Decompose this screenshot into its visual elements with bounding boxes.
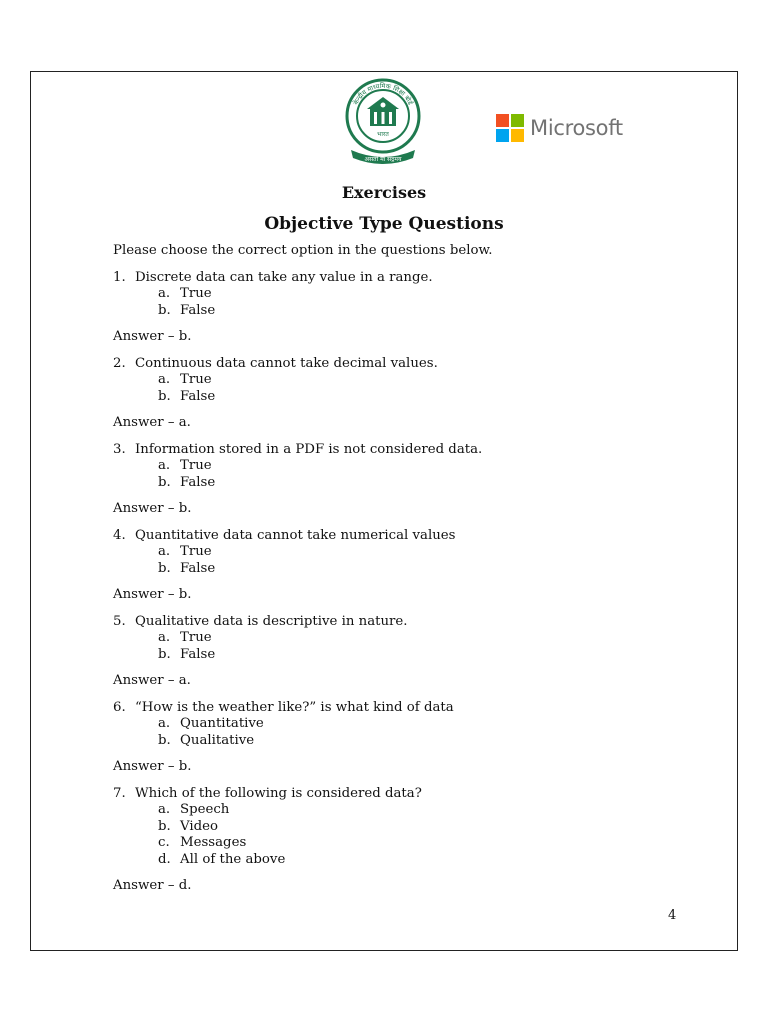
question-6 (113, 700, 713, 776)
option-item (113, 372, 713, 389)
option-letter: b. (158, 818, 171, 834)
option-item (113, 647, 713, 664)
question-text: Information stored in a PDF is not considered data. (135, 441, 483, 457)
option-item (113, 852, 713, 869)
question-text: “How is the weather like?” is what kind of data (135, 699, 454, 715)
option-text: Video (180, 818, 219, 834)
option-item (113, 802, 713, 819)
svg-text:केन्द्रीय माध्यमिक शिक्षा बोर्: केन्द्रीय माध्यमिक शिक्षा बोर्ड (351, 81, 415, 107)
answer-text: Answer – a. (113, 673, 191, 688)
option-item (113, 716, 713, 733)
option-text: False (180, 388, 216, 404)
option-list (113, 630, 713, 663)
question-text: Quantitative data cannot take numerical values (135, 527, 456, 543)
question-number: 2. (113, 355, 126, 371)
option-text: True (180, 372, 212, 387)
option-item (113, 819, 713, 836)
option-text: All of the above (180, 851, 286, 867)
option-item (113, 303, 713, 320)
option-letter: a. (158, 544, 171, 559)
question-line (113, 614, 713, 631)
answer-text: Answer – b. (113, 501, 192, 516)
option-text: Qualitative (180, 732, 255, 748)
option-text: False (180, 474, 216, 490)
option-letter: a. (158, 630, 171, 645)
option-text: Messages (180, 835, 247, 850)
option-letter: a. (158, 716, 171, 731)
option-letter: a. (158, 286, 171, 301)
option-list (113, 544, 713, 577)
option-text: False (180, 560, 216, 576)
question-text: Which of the following is considered data? (135, 785, 422, 801)
question-line (113, 442, 713, 459)
page-number: 4 (668, 908, 677, 923)
exercise-content (113, 243, 713, 905)
question-list (113, 270, 713, 895)
option-list (113, 286, 713, 319)
option-item (113, 630, 713, 647)
option-text: True (180, 286, 212, 301)
page-subtitle: Objective Type Questions (264, 214, 504, 234)
question-line (113, 270, 713, 287)
answer-text: Answer – b. (113, 587, 192, 602)
question-1 (113, 270, 713, 346)
option-list (113, 458, 713, 491)
svg-text:भारत: भारत (377, 131, 389, 138)
option-text: False (180, 646, 216, 662)
option-letter: b. (158, 302, 171, 318)
answer-text: Answer – a. (113, 415, 191, 430)
question-4 (113, 528, 713, 604)
option-letter: d. (158, 851, 171, 867)
option-letter: b. (158, 732, 171, 748)
option-text: True (180, 630, 212, 645)
option-list (113, 802, 713, 868)
option-item (113, 475, 713, 492)
option-letter: b. (158, 388, 171, 404)
question-number: 6. (113, 699, 126, 715)
question-text: Qualitative data is descriptive in nature. (135, 613, 408, 629)
question-2 (113, 356, 713, 432)
question-number: 1. (113, 269, 126, 285)
option-item (113, 561, 713, 578)
question-7 (113, 786, 713, 895)
option-letter: a. (158, 802, 171, 817)
answer-text: Answer – b. (113, 759, 192, 774)
answer-text: Answer – b. (113, 329, 192, 344)
option-list (113, 372, 713, 405)
microsoft-logo (496, 114, 623, 142)
option-text: False (180, 302, 216, 318)
option-item (113, 286, 713, 303)
question-number: 7. (113, 785, 126, 801)
question-line (113, 700, 713, 717)
microsoft-wordmark: Microsoft (530, 116, 623, 140)
option-letter: b. (158, 474, 171, 490)
answer-text: Answer – d. (113, 878, 192, 893)
option-text: True (180, 544, 212, 559)
option-text: Quantitative (180, 716, 264, 731)
option-text: Speech (180, 802, 230, 817)
question-line (113, 356, 713, 373)
question-line (113, 528, 713, 545)
option-item (113, 389, 713, 406)
option-letter: b. (158, 560, 171, 576)
option-letter: a. (158, 372, 171, 387)
question-number: 4. (113, 527, 126, 543)
option-text: True (180, 458, 212, 473)
option-list (113, 716, 713, 749)
cbse-seal-logo (343, 78, 423, 166)
svg-text:असतो मा सद्गमय: असतो मा सद्गमय (364, 156, 402, 163)
page-title: Exercises (341, 183, 427, 202)
microsoft-squares-icon (496, 114, 524, 142)
option-letter: b. (158, 646, 171, 662)
intro-text: Please choose the correct option in the questions below. (113, 243, 493, 258)
option-item (113, 544, 713, 561)
option-item (113, 733, 713, 750)
option-letter: a. (158, 458, 171, 473)
question-line (113, 786, 713, 803)
option-item (113, 458, 713, 475)
question-text: Continuous data cannot take decimal values. (135, 355, 438, 371)
option-item (113, 835, 713, 852)
question-number: 3. (113, 441, 126, 457)
option-letter: c. (158, 835, 170, 850)
question-5 (113, 614, 713, 690)
question-text: Discrete data can take any value in a range. (135, 269, 433, 285)
question-number: 5. (113, 613, 126, 629)
question-3 (113, 442, 713, 518)
